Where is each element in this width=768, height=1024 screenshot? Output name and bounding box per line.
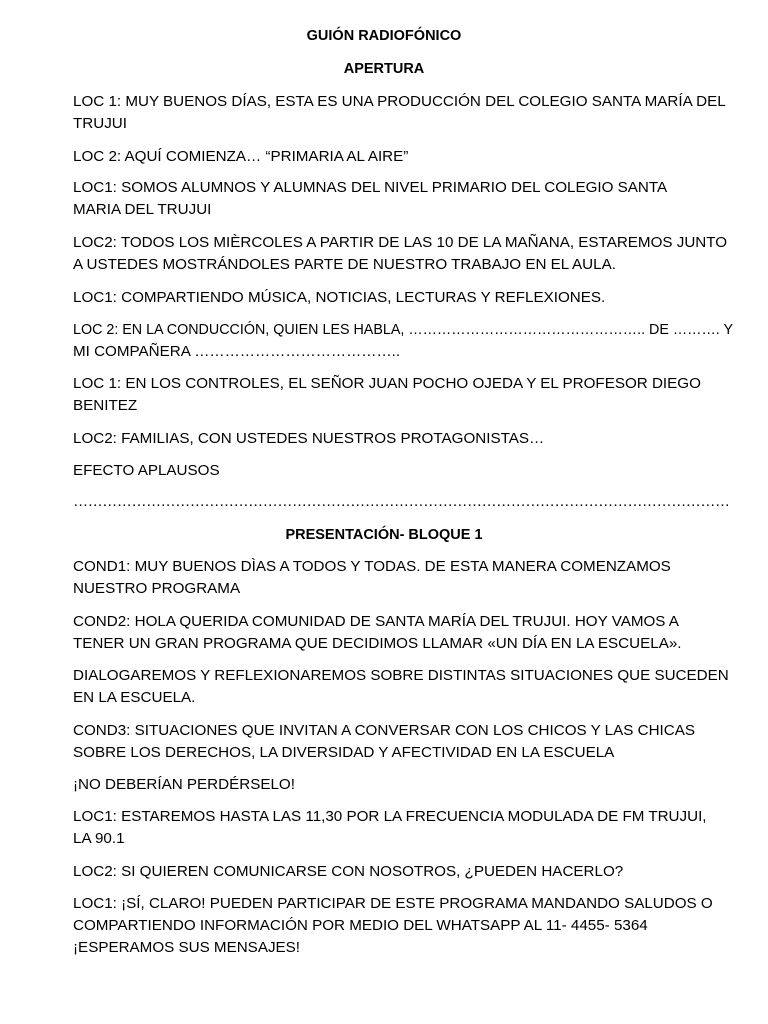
text-line: LOC 1: MUY BUENOS DÍAS, ESTA ES UNA PRODUCCIÓN DEL COLEGIO SANTA MARÍA DEL	[73, 93, 726, 110]
text-line: SOBRE LOS DERECHOS, LA DIVERSIDAD Y AFECTIVIDAD EN LA ESCUELA	[73, 744, 615, 761]
script-line	[73, 146, 733, 168]
script-line	[73, 428, 733, 450]
section-heading-presentacion: PRESENTACIÓN- BLOQUE 1	[285, 527, 483, 543]
text-line: COND1: MUY BUENOS DÌAS A TODOS Y TODAS. DE ESTA MANERA COMENZAMOS	[73, 558, 671, 575]
text-line: COND2: HOLA QUERIDA COMUNIDAD DE SANTA MARÍA DEL TRUJUI. HOY VAMOS A	[73, 613, 679, 630]
text-line: MI COMPAÑERA …………………………………..	[73, 343, 401, 360]
text-line: LA 90.1	[73, 830, 125, 847]
text-line: LOC 2: AQUÍ COMIENZA… “PRIMARIA AL AIRE”	[73, 148, 409, 165]
text-line: LOC2: SI QUIEREN COMUNICARSE CON NOSOTROS, ¿PUEDEN HACERLO?	[73, 863, 624, 880]
script-line	[73, 232, 733, 276]
text-line: LOC1: SOMOS ALUMNOS Y ALUMNAS DEL NIVEL PRIMARIO DEL COLEGIO SANTA	[73, 179, 668, 196]
text-line: LOC 1: EN LOS CONTROLES, EL SEÑOR JUAN POCHO OJEDA Y EL PROFESOR DIEGO	[73, 375, 701, 392]
section-heading-apertura: APERTURA	[343, 61, 425, 77]
text-line: NUESTRO PROGRAMA	[73, 580, 241, 597]
script-line	[73, 556, 733, 600]
script-line	[73, 774, 733, 796]
script-line	[73, 319, 733, 363]
script-line	[73, 861, 733, 883]
script-line	[73, 460, 733, 482]
text-line: COND3: SITUACIONES QUE INVITAN A CONVERSAR CON LOS CHICOS Y LAS CHICAS	[73, 722, 695, 739]
text-line: ¡NO DEBERÍAN PERDÉRSELO!	[73, 776, 295, 793]
script-line	[73, 91, 733, 135]
text-line: LOC1: ESTAREMOS HASTA LAS 11,30 POR LA FRECUENCIA MODULADA DE FM TRUJUI,	[73, 808, 707, 825]
text-line: COMPARTIENDO INFORMACIÓN POR MEDIO DEL WHATSAPP AL 11- 4455- 5364	[73, 917, 648, 934]
text-line: TRUJUI	[73, 115, 127, 132]
script-line	[73, 611, 733, 655]
text-line: DIALOGAREMOS Y REFLEXIONAREMOS SOBRE DISTINTAS SITUACIONES QUE SUCEDEN	[73, 667, 729, 684]
text-line: MARIA DEL TRUJUI	[73, 201, 212, 218]
text-line: ¡ESPERAMOS SUS MENSAJES!	[73, 939, 301, 956]
text-line: EFECTO APLAUSOS	[73, 462, 220, 479]
script-line	[73, 806, 733, 850]
script-line	[73, 373, 733, 417]
script-line	[73, 177, 733, 221]
dotted-separator	[73, 491, 733, 513]
text-line: TENER UN GRAN PROGRAMA QUE DECIDIMOS LLAMAR «UN DÍA EN LA ESCUELA».	[73, 635, 682, 652]
text-line: A USTEDES MOSTRÁNDOLES PARTE DE NUESTRO TRABAJO EN EL AULA.	[73, 256, 616, 273]
text-line: LOC1: ¡SÍ, CLARO! PUEDEN PARTICIPAR DE ESTE PROGRAMA MANDANDO SALUDOS O	[73, 895, 713, 912]
text-line: LOC 2: EN LA CONDUCCIÓN, QUIEN LES HABLA, ………………………………………….. DE ………. Y	[73, 321, 733, 338]
script-line	[73, 287, 733, 309]
text-line: LOC2: FAMILIAS, CON USTEDES NUESTROS PROTAGONISTAS…	[73, 430, 545, 447]
text-line: LOC2: TODOS LOS MIÈRCOLES A PARTIR DE LAS 10 DE LA MAÑANA, ESTAREMOS JUNTO	[73, 234, 728, 251]
text-line: EN LA ESCUELA.	[73, 689, 196, 706]
script-line	[73, 720, 733, 764]
text-line: BENITEZ	[73, 397, 138, 414]
document-title: GUIÓN RADIOFÓNICO	[306, 28, 462, 44]
script-line	[73, 665, 733, 709]
text-line: LOC1: COMPARTIENDO MÚSICA, NOTICIAS, LECTURAS Y REFLEXIONES.	[73, 289, 606, 306]
script-line	[73, 893, 733, 959]
separator-line: ………………………………………………………………………………………………………………………	[73, 493, 730, 510]
